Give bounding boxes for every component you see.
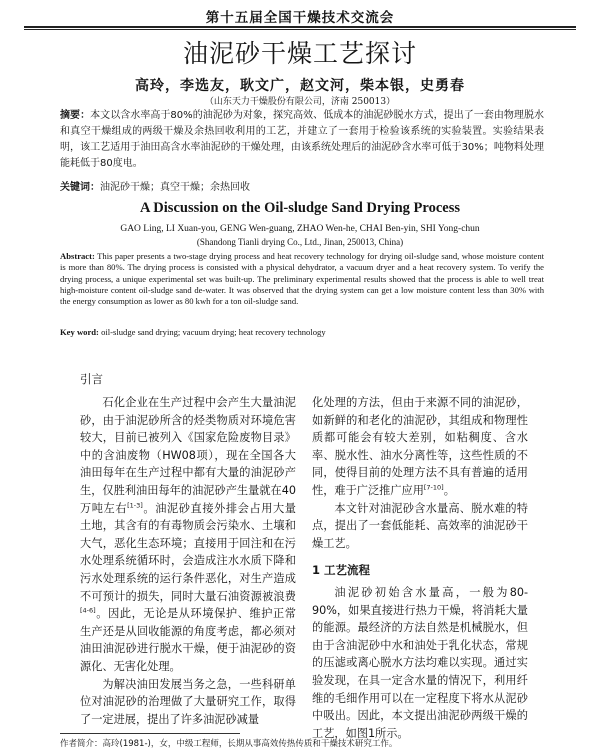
paragraph: 油泥砂初始含水量高，一般为80-90%，如果直接进行热力干燥，将消耗大量的能源。最经济的方法自然是机械脱水，但由于含油泥砂中水和油处于乳化状态，常规的压滤或离心脱水方法均难以实现。通过实验发现，在具一定含水量的情况下，利用纤维的毛细作用可以在一定程度下将水从泥砂中吸出。因此，本文提出油泥砂两级干燥的工艺，如图1所示。: [312, 585, 528, 740]
journal-header: 第十五届全国干燥技术交流会: [205, 10, 395, 26]
keywords-cn-text: 油泥砂干燥；真空干燥；余热回收: [100, 182, 250, 193]
citation: [7-10]: [423, 483, 444, 492]
keywords-cn: [60, 178, 544, 193]
text-run: 化处理的方法，但由于来源不同的油泥砂，如新鲜的和老化的油泥砂，其组成和物理性质都可能会有较大差别，如粘稠度、含水率、脱水性、油水分离性等，这些性质的不同，使得目前的处理方法不具有普遍的适用性，难于广泛推广应用: [312, 396, 528, 497]
paper-title-en: A Discussion on the Oil-sludge Sand Drying Process: [140, 200, 460, 216]
keywords-cn-label: 关键词：: [60, 182, 100, 193]
authors-en: GAO Ling, LI Xuan-you, GENG Wen-guang, ZHAO Wen-he, CHAI Ben-yin, SHI Yong-chun: [120, 224, 480, 234]
keywords-en-text: oil-sludge sand drying; vacuum drying; heat recovery technology: [101, 327, 326, 337]
section-heading-intro: 引言: [80, 372, 103, 386]
paragraph: 为解决油田发展当务之急，一些科研单位对油泥砂的治理做了大量研究工作，取得了一定进展，提出了许多油泥砂减量: [80, 677, 296, 726]
section-heading-1: 1 工艺流程: [312, 563, 371, 578]
keywords-en: [60, 327, 544, 337]
header-rule-thick: [24, 26, 576, 28]
paragraph: [80, 394, 296, 676]
body-left-column: [80, 394, 296, 728]
text-run: 。因此，无论是从环境保护、维护正常生产还是从回收能源的角度考虑，都必须对油田油泥砂进行脱水干燥，便于油泥砂的资源化、无害化处理。: [80, 607, 296, 673]
paragraph: 本文针对油泥砂含水量高、脱水难的特点，提出了一套低能耗、高效率的油泥砂干燥工艺。: [312, 501, 528, 550]
affiliation-cn: （山东天力干燥股份有限公司，济南 250013）: [204, 97, 396, 107]
text-run: 石化企业在生产过程中会产生大量油泥砂，由于油泥砂所含的烃类物质对环境危害较大，目前已被列入《国家危险废物目录》中的含油废物（HW08项），现在全国各大油田每年在生产过程中都有大量的油泥砂产生，仅胜利油田每年的油泥砂产生量就在40万吨左右: [80, 396, 296, 515]
author-footnote: 作者简介：高玲(1981-)，女，中级工程师，长期从事高效传热传质和干燥技术研究工作。: [60, 739, 398, 749]
abstract-en: [60, 251, 544, 307]
citation: [1-3]: [127, 500, 143, 509]
paper-title-cn: 油泥砂干燥工艺探讨: [182, 39, 417, 68]
authors-cn: 高玲，李选友，耿文广，赵文河，柴本银，史勇春: [135, 78, 465, 94]
header-rule-thin: [24, 29, 576, 30]
text-run: 。油泥砂直接外排会占用大量土地，其含有的有毒物质会污染水、土壤和大气，恶化生态环境；直接用于回注和在污水处理系统循环时，会造成注水水质下降和污水处理系统的运行条件恶化，对生产造成不可预计的损失，同时大量石油资源被浪费: [80, 501, 296, 603]
body-right-column: [312, 394, 528, 742]
paragraph: [312, 394, 528, 500]
text-run: 。: [443, 483, 455, 497]
abstract-en-text: This paper presents a two-stage drying process and heat recovery technology for drying oil-sludge sand, whose moisture content is more than 80%. The drying process is consisted with a physical dehydrator, a vacuum dryer and a heat recovery system. To verify the drying process, a unique experimental set was built-up. The preliminary experimental results showed that the process is able to well treat high-moisture content oil-sludge sand de-water. It was observed that the drying system can get a low moisture content less than 30% with the energy consumption as lower as 80 kwh for a ton oil-sludge sand.: [60, 251, 544, 307]
footnote-rule: [60, 733, 240, 734]
abstract-cn: [60, 108, 544, 172]
abstract-cn-text: 本文以含水率高于80%的油泥砂为对象，探究高效、低成本的油泥砂脱水方式，提出了一套由物理脱水和真空干燥组成的两级干燥及余热回收利用的工艺，并建立了一套用于检验该系统的实验装置。实验结果表明，该工艺适用于油田高含水率油泥砂的干燥处理，由该系统处理后的油泥砂含水率可低于30%；吨物料处理能耗低于80度电。: [60, 110, 545, 169]
affiliation-en: (Shandong Tianli drying Co., Ltd., Jinan, 250013, China): [196, 237, 404, 247]
keywords-en-label: Key word:: [60, 327, 99, 337]
abstract-en-label: Abstract:: [60, 251, 95, 261]
abstract-cn-label: 摘要：: [60, 110, 91, 121]
citation: [4-6]: [80, 606, 96, 615]
